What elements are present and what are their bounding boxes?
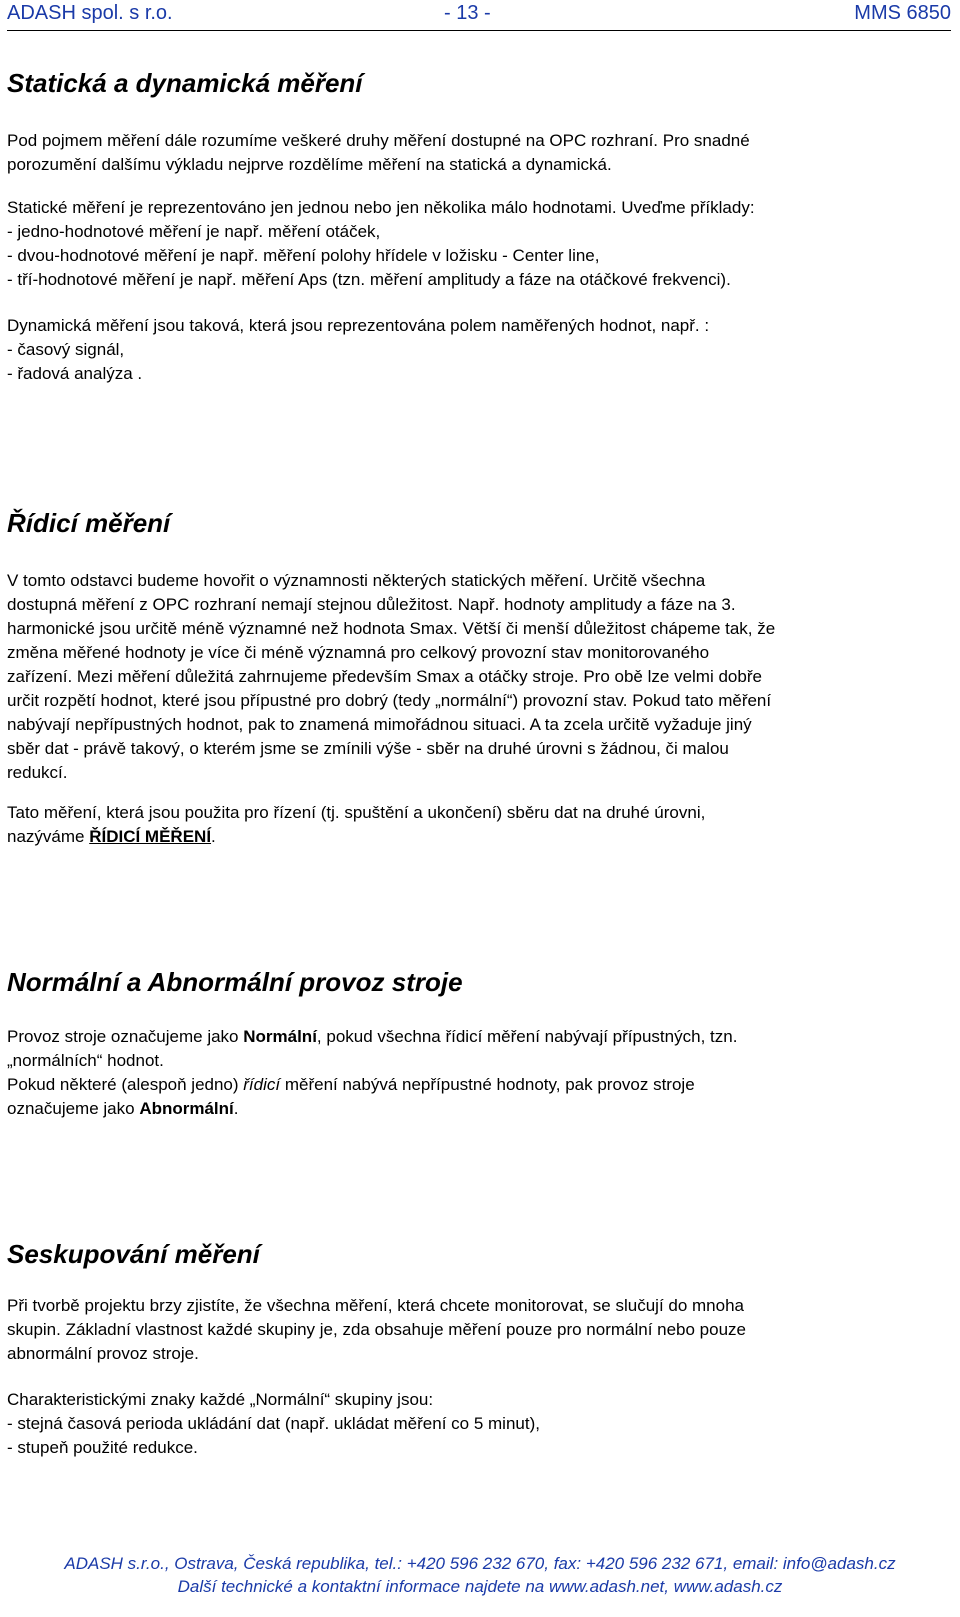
term-normal: Normální (243, 1027, 317, 1046)
header-product: MMS 6850 (854, 2, 951, 24)
text-line (7, 1097, 737, 1121)
text-line: V tomto odstavci budeme hovořit o významnosti některých statických měření. Určitě všechna (7, 571, 706, 590)
term-control-italic: řídicí (243, 1075, 281, 1094)
text-line: Při tvorbě projektu brzy zjistíte, že všechna měření, která chcete monitorovat, se slučují do mnoha (7, 1296, 745, 1315)
text-line: abnormální provoz stroje. (7, 1344, 199, 1363)
text-span: Provoz stroje označujeme jako (7, 1027, 244, 1046)
term-control-measurement: ŘÍDICÍ MĚŘENÍ (89, 827, 212, 846)
text-line: „normálních“ hodnot. (7, 1051, 164, 1070)
section-title-control-measurements: Řídicí měření (7, 508, 171, 538)
text-line: redukcí. (7, 763, 68, 782)
paragraph-normal-abnormal (7, 1025, 737, 1121)
text-line (7, 1025, 737, 1049)
list-item: - řadová analýza . (7, 364, 143, 383)
text-span: Pokud některé (alespoň jedno) (7, 1075, 244, 1094)
list-item: - jedno-hodnotové měření je např. měření otáček, (7, 222, 381, 241)
text-line: zařízení. Mezi měření důležitá zahrnujeme především Smax a otáčky stroje. Pro obě lze velmi dobře (7, 667, 762, 686)
text-span: nazýváme (7, 827, 90, 846)
paragraph-control-measurements (7, 569, 775, 785)
text-span: měření nabývá nepřípustné hodnoty, pak provoz stroje (280, 1075, 695, 1094)
list-item: - časový signál, (7, 340, 125, 359)
header-page-number: - 13 - (444, 2, 491, 24)
text-line: Pod pojmem měření dále rozumíme veškeré druhy měření dostupné na OPC rozhraní. Pro snadné (7, 131, 750, 150)
paragraph-static-examples (7, 196, 755, 292)
term-abnormal: Abnormální (139, 1099, 234, 1118)
text-span: . (233, 1099, 239, 1118)
section-title-static-dynamic: Statická a dynamická měření (7, 68, 363, 98)
list-item: - stejná časová perioda ukládání dat (např. ukládat měření co 5 minut), (7, 1414, 540, 1433)
text-line: Tato měření, která jsou použita pro řízení (tj. spuštění a ukončení) sběru dat na druhé úrovni, (7, 803, 706, 822)
paragraph-dynamic-examples (7, 314, 709, 386)
text-span: . (211, 827, 216, 846)
text-line: dostupná měření z OPC rozhraní nemají stejnou důležitost. Např. hodnoty amplitudy a fáze na 3. (7, 595, 736, 614)
header-company: ADASH spol. s r.o. (7, 2, 173, 24)
text-line: Statické měření je reprezentováno jen jednou nebo jen několika málo hodnotami. Uveďme příklady: (7, 198, 755, 217)
text-line: harmonické jsou určitě méně významné než hodnota Smax. Větší či menší důležitost chápeme tak, že (7, 619, 776, 638)
text-line: porozumění dalšímu výkladu nejprve rozdělíme měření na statická a dynamická. (7, 155, 612, 174)
text-line: Dynamická měření jsou taková, která jsou reprezentována polem naměřených hodnot, např. : (7, 316, 710, 335)
paragraph-intro (7, 129, 750, 177)
list-item: - tří-hodnotové měření je např. měření Aps (tzn. měření amplitudy a fáze na otáčkové frekvenci). (7, 270, 731, 289)
header-divider (7, 30, 951, 31)
section-title-normal-abnormal: Normální a Abnormální provoz stroje (7, 967, 463, 997)
text-line: sběr dat - právě takový, o kterém jsme se zmínili výše - sběr na druhé úrovni s žádnou, či malou (7, 739, 729, 758)
list-item: - stupeň použité redukce. (7, 1438, 198, 1457)
paragraph-normal-group-traits (7, 1388, 540, 1460)
text-line: nabývají nepřípustných hodnot, pak to znamená mimořádnou situaci. A ta zcela určitě vyžaduje jiný (7, 715, 752, 734)
paragraph-control-definition (7, 801, 705, 849)
paragraph-grouping (7, 1294, 746, 1366)
text-span: , pokud všechna řídicí měření nabývají přípustných, tzn. (316, 1027, 738, 1046)
text-line: změna měřené hodnoty je více či méně významná pro celkový provozní stav monitorovaného (7, 643, 710, 662)
footer-contact: ADASH s.r.o., Ostrava, Česká republika, tel.: +420 596 232 670, fax: +420 596 232 671, email: info@adash.cz (64, 1554, 896, 1573)
list-item: - dvou-hodnotové měření je např. měření polohy hřídele v ložisku - Center line, (7, 246, 600, 265)
text-line: skupin. Základní vlastnost každé skupiny je, zda obsahuje měření pouze pro normální nebo pouze (7, 1320, 747, 1339)
text-span: označujeme jako (7, 1099, 140, 1118)
footer-web-info: Další technické a kontaktní informace najdete na www.adash.net, www.adash.cz (177, 1577, 783, 1596)
section-title-grouping: Seskupování měření (7, 1239, 260, 1269)
text-line: určit rozpětí hodnot, které jsou přípustné pro dobrý (tedy „normální“) provozní stav. Pokud tato měření (7, 691, 772, 710)
text-line (7, 1073, 737, 1097)
text-line: Charakteristickými znaky každé „Normální“ skupiny jsou: (7, 1390, 434, 1409)
text-line (7, 825, 705, 849)
